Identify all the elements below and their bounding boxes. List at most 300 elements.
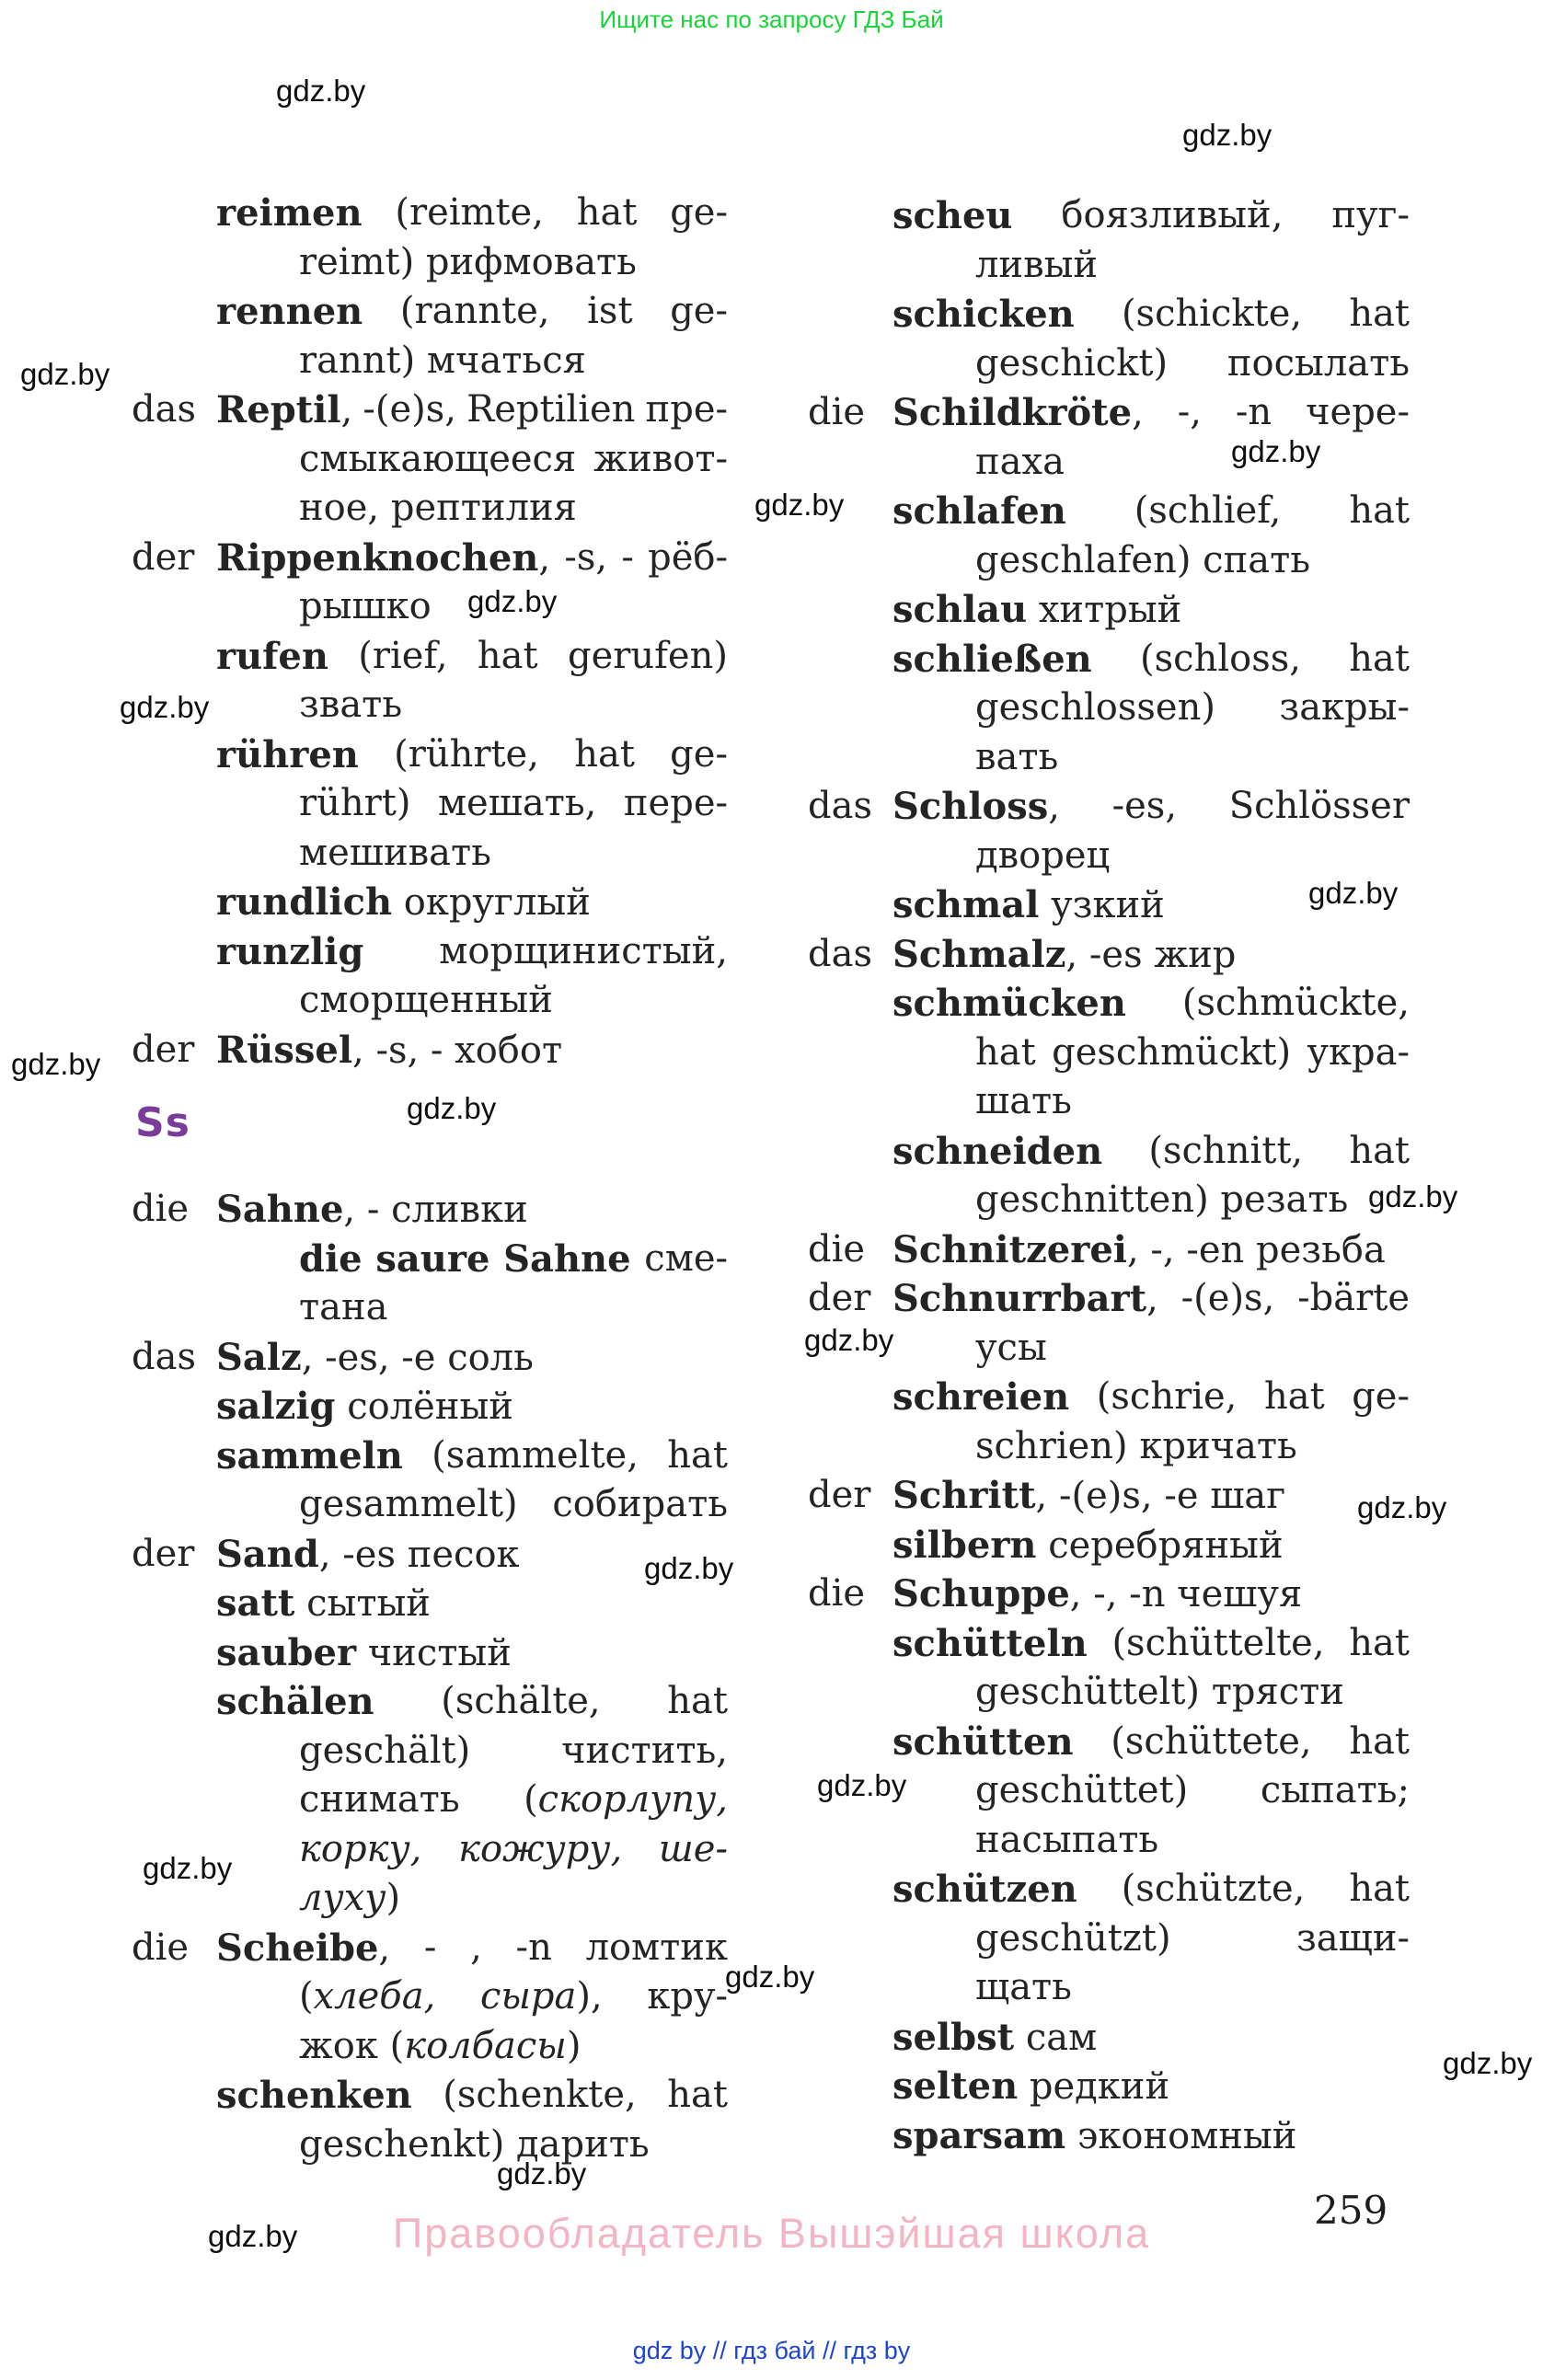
entry-text: паха [975, 440, 1065, 483]
entry-word [1134, 487, 1282, 536]
entry-word [670, 730, 728, 780]
dictionary-line [892, 1816, 1410, 1866]
entry-word [478, 632, 538, 682]
footer-link[interactable]: гдз by [843, 2337, 911, 2364]
entry-word [892, 1718, 1074, 1767]
entry-text: узкий [1039, 884, 1165, 926]
headword-text: schälen [216, 1680, 374, 1723]
entry-word [470, 1924, 482, 1973]
entry-text: (schälte, [441, 1680, 601, 1722]
article-label: das [808, 785, 872, 827]
entry-text: hat [477, 634, 538, 677]
entry-text: hat [1349, 1129, 1410, 1172]
entry-text: rührt) [299, 782, 411, 824]
entry-word [441, 1677, 600, 1727]
dictionary-line [216, 1776, 728, 1825]
dictionary-line [892, 1422, 1410, 1472]
entry-text: hat [1263, 1375, 1325, 1418]
entry-word [466, 385, 635, 435]
entry-text: hat [1349, 1719, 1410, 1763]
headword-text: Sand [216, 1532, 319, 1576]
dictionary-line [892, 438, 1410, 488]
entry-text: , [378, 1926, 391, 1970]
dictionary-line [132, 1026, 728, 1075]
article-label: der [808, 1277, 871, 1319]
entry-text: gesammelt) [299, 1483, 518, 1525]
entry-text: -n [1235, 391, 1272, 433]
page-number: 259 [1314, 2188, 1388, 2233]
entry-word [892, 1373, 1069, 1422]
entry-word [586, 1924, 728, 1973]
footer-link[interactable]: gdz by [632, 2337, 707, 2364]
gdz-watermark: gdz.by [120, 690, 210, 724]
entry-word [1349, 1619, 1410, 1669]
headword-text: Sahne [503, 1236, 631, 1281]
entry-text: ) [386, 1877, 401, 1919]
gdz-watermark: gdz.by [754, 488, 845, 522]
entry-word [892, 1619, 1088, 1669]
article-label: der [132, 535, 195, 579]
entry-word [975, 1029, 1036, 1078]
headword-text: Schnurrbart [892, 1277, 1147, 1320]
gdz-watermark: gdz.by [467, 584, 558, 618]
entry-text: рышко [299, 585, 432, 627]
entry-word [1227, 339, 1410, 389]
dictionary-line [892, 1127, 1410, 1177]
gdz-watermark: gdz.by [276, 74, 366, 108]
headword-text: Schuppe [892, 1572, 1070, 1615]
headword-text: Salz [216, 1335, 302, 1379]
entry-word [667, 1677, 728, 1727]
italic-translation-text: колбасы [404, 2024, 567, 2067]
headword-text: schützen [892, 1868, 1077, 1911]
headword-text: schicken [892, 293, 1075, 336]
entry-word [1111, 1619, 1324, 1669]
entry-word [564, 534, 607, 583]
dictionary-line [892, 733, 1410, 783]
gdz-watermark: gdz.by [143, 1851, 233, 1885]
entry-text: geschüttet) [975, 1769, 1189, 1811]
entry-word [577, 189, 638, 238]
dictionary-line [892, 339, 1410, 389]
headword-text: schneiden [892, 1129, 1103, 1173]
headword-text: sauber [216, 1630, 357, 1674]
headword-text: Schritt [892, 1474, 1036, 1517]
entry-word [216, 632, 328, 682]
italic-translation-text: хлеба, [313, 1975, 436, 2018]
headword-text: Schloss [892, 785, 1049, 828]
headword-text: saure [375, 1236, 490, 1281]
entry-text: чистить, [561, 1729, 728, 1772]
entry-text: (sammelte, [432, 1433, 639, 1477]
dictionary-line [216, 1628, 728, 1678]
entry-word [892, 979, 1126, 1029]
gdz-watermark: gdz.by [1182, 118, 1272, 152]
entry-word [975, 1766, 1188, 1816]
entry-text: geschnitten) резать [975, 1179, 1349, 1221]
italic-translation-text: луху [299, 1877, 386, 1919]
italic-translation-text: корку, [299, 1827, 422, 1870]
entry-text: морщинистый, [439, 929, 728, 972]
entry-text: закры- [1279, 686, 1410, 729]
entry-word [1264, 1373, 1325, 1422]
entry-word [299, 435, 576, 485]
entry-word [516, 1924, 552, 1973]
entry-word [216, 730, 359, 780]
entry-text: шать [975, 1080, 1072, 1122]
entry-word [1140, 635, 1301, 684]
entry-word [1349, 1865, 1410, 1914]
article-label: die [132, 1188, 190, 1230]
headword-text: rufen [216, 634, 328, 678]
entry-word [624, 779, 728, 829]
dictionary-line [892, 1963, 1410, 2013]
gdz-watermark: gdz.by [804, 1323, 894, 1357]
entry-text: ge- [670, 191, 728, 234]
article-label: der [132, 1028, 195, 1071]
entry-word [299, 1776, 460, 1825]
article-label: die [132, 1926, 190, 1969]
entry-word [299, 1972, 435, 2022]
entry-text: hat [975, 1030, 1036, 1074]
entry-text: сыпать; [1260, 1769, 1410, 1811]
entry-word [659, 1825, 728, 1875]
entry-word [216, 2071, 412, 2121]
italic-translation-text: кожуру, [458, 1827, 623, 1870]
entry-text: ) [566, 2024, 582, 2067]
entry-text: - [621, 535, 634, 579]
dictionary-line [892, 1521, 1410, 1570]
promo-header: Ищите нас по запросу ГДЗ Бай [599, 6, 944, 33]
headword-text: scheu [892, 194, 1013, 237]
entry-word [1349, 635, 1410, 684]
dictionary-line [216, 829, 728, 879]
headword-text: reimen [216, 191, 363, 235]
entry-text: hat [1349, 637, 1410, 680]
entry-word [438, 779, 596, 829]
headword-text: silbern [892, 1523, 1037, 1567]
entry-word [1261, 1766, 1410, 1816]
entry-text: rannt) мчаться [299, 339, 586, 382]
dictionary-line [216, 1480, 728, 1530]
gdz-watermark: gdz.by [20, 357, 110, 391]
entry-word [1122, 290, 1302, 339]
entry-word [646, 385, 728, 435]
entry-text: hat [1349, 489, 1410, 532]
entry-text: geschickt) [975, 341, 1169, 385]
entry-word [1182, 979, 1410, 1029]
entry-text: (rannte, [399, 290, 550, 332]
entry-word [892, 1865, 1077, 1914]
entry-word [621, 534, 634, 583]
entry-word [216, 385, 352, 435]
entry-text: чере- [1306, 391, 1410, 433]
dictionary-line [216, 2071, 728, 2121]
entry-word [1052, 1029, 1291, 1078]
entry-text: geschält) [299, 1729, 471, 1772]
gdz-watermark: gdz.by [817, 1768, 907, 1802]
entry-text: , -, -en резьба [1126, 1228, 1386, 1271]
entry-word [1111, 1718, 1311, 1767]
entry-text: редкий [1018, 2065, 1170, 2108]
dictionary-line [892, 1668, 1410, 1718]
entry-word [375, 1235, 489, 1284]
dictionary-line [132, 1530, 728, 1580]
entry-text: солёный [335, 1385, 513, 1428]
entry-text: хитрый [1027, 589, 1182, 631]
entry-word [1349, 1718, 1410, 1767]
entry-word [1296, 1914, 1410, 1964]
headword-text: die [299, 1236, 363, 1281]
entry-word [670, 189, 728, 238]
headword-text: sammeln [216, 1433, 403, 1477]
headword-text: rundlich [216, 880, 393, 924]
entry-word [1178, 388, 1202, 438]
entry-text: щать [975, 1966, 1072, 2008]
entry-word [503, 1235, 630, 1284]
entry-word [644, 1235, 728, 1284]
gdz-watermark: gdz.by [725, 1960, 815, 1994]
entry-word [216, 189, 363, 238]
entry-text: жок ( [299, 2024, 405, 2067]
dictionary-line [892, 1029, 1410, 1078]
entry-text: ное, рептилия [299, 487, 577, 529]
entry-text: geschüttelt) трясти [975, 1671, 1344, 1713]
dictionary-line [808, 930, 1410, 980]
entry-text: (schickte, [1121, 293, 1303, 335]
gdz-watermark: gdz.by [11, 1047, 101, 1081]
entry-word [394, 730, 539, 780]
dictionary-line [808, 782, 1410, 832]
entry-text: , [340, 389, 353, 431]
entry-text: hat [574, 732, 635, 776]
entry-text: рёб- [648, 535, 728, 579]
entry-word [299, 1480, 518, 1530]
gdz-watermark: gdz.by [644, 1551, 734, 1585]
article-label: die [808, 1572, 866, 1615]
entry-word [480, 1972, 603, 2022]
entry-text: сам [1014, 2016, 1098, 2059]
entry-word [432, 1431, 639, 1481]
entry-text: (schüttete, [1111, 1719, 1312, 1763]
entry-text: собирать [552, 1483, 728, 1525]
entry-text: дворец [975, 834, 1111, 877]
headword-text: Schildkröte [892, 391, 1133, 434]
entry-word [363, 385, 456, 435]
dictionary-line [216, 1825, 728, 1875]
dictionary-line [216, 238, 728, 288]
entry-text: (schenkte, [443, 2074, 637, 2116]
entry-text: укра- [1307, 1030, 1410, 1074]
dictionary-line [216, 337, 728, 386]
entry-text: экономный [1065, 2114, 1297, 2157]
dictionary-line [132, 1185, 728, 1235]
entry-word [1297, 1274, 1410, 1324]
dictionary-line [892, 241, 1410, 291]
entry-text: ( [524, 1778, 538, 1821]
gdz-watermark: gdz.by [1443, 2046, 1533, 2080]
entry-word [443, 2071, 636, 2121]
article-label: der [808, 1474, 871, 1516]
gdz-watermark: gdz.by [208, 2219, 298, 2253]
headword-text: schmücken [892, 982, 1126, 1025]
dictionary-line [892, 979, 1410, 1029]
dictionary-line [216, 287, 728, 337]
dictionary-line [892, 536, 1410, 586]
entry-word [395, 189, 544, 238]
dictionary-line [216, 1382, 728, 1431]
entry-word [892, 487, 1066, 536]
dictionary-line [808, 1274, 1410, 1324]
entry-text: звать [299, 684, 403, 726]
entry-text: насыпать [975, 1818, 1159, 1861]
dictionary-line [892, 1718, 1410, 1767]
entry-word [1349, 1127, 1410, 1177]
dictionary-line [892, 1766, 1410, 1816]
dictionary-line [892, 290, 1410, 339]
entry-text: schrien) кричать [975, 1424, 1297, 1467]
entry-word [458, 1825, 622, 1875]
entry-text: hat [1349, 293, 1410, 335]
gdz-watermark: gdz.by [1308, 876, 1399, 910]
dictionary-line [216, 1727, 728, 1776]
headword-text: selbst [892, 2015, 1015, 2059]
entry-word [648, 534, 728, 583]
entry-text: (rührte, [394, 732, 539, 776]
dictionary-line [132, 385, 728, 435]
footer-link[interactable]: гдз бай [733, 2337, 816, 2364]
headword-text: schlafen [892, 489, 1066, 533]
dictionary-line [216, 1874, 728, 1924]
dictionary-line [216, 681, 728, 730]
entry-text: ge- [670, 732, 728, 776]
dictionary-line [892, 1865, 1410, 1914]
entry-word [647, 1972, 728, 2022]
headword-text: schlau [892, 588, 1028, 631]
entry-text: ( [299, 1975, 314, 2018]
entry-text: -es, [1111, 785, 1178, 827]
headword-text: Reptil [216, 388, 341, 431]
dictionary-line [216, 484, 728, 534]
entry-word [424, 1924, 437, 1973]
entry-word [593, 435, 728, 485]
italic-translation-text: ше- [658, 1827, 728, 1870]
dictionary-line [808, 388, 1410, 438]
entry-text: (schmückte, [1181, 982, 1410, 1024]
entry-word [1331, 191, 1410, 241]
entry-text: усы [975, 1326, 1047, 1369]
entry-text: -n [515, 1926, 552, 1969]
dictionary-line [892, 487, 1410, 536]
headword-text: schließen [892, 637, 1092, 681]
gdz-watermark: gdz.by [497, 2156, 587, 2190]
headword-text: schütteln [892, 1621, 1088, 1665]
entry-text: (schloss, [1140, 637, 1301, 680]
dictionary-line [892, 832, 1410, 881]
headword-text: rühren [216, 732, 359, 776]
entry-word [216, 927, 363, 977]
entry-word [1307, 1029, 1410, 1078]
entry-word [670, 287, 728, 337]
entry-text: ломтик [585, 1926, 728, 1969]
entry-word [975, 339, 1168, 389]
entry-word [1349, 487, 1410, 536]
dictionary-line [892, 635, 1410, 684]
entry-text: , -(e)s, -e шаг [1035, 1475, 1286, 1517]
dictionary-line [216, 1431, 728, 1481]
headword-text: runzlig [216, 929, 364, 973]
gdz-watermark: gdz.by [1357, 1490, 1447, 1524]
entry-word [216, 1431, 403, 1481]
entry-text: Schlösser [1228, 785, 1410, 827]
entry-word [1352, 1373, 1410, 1422]
section-heading-ss: Ss [135, 1099, 190, 1146]
dictionary-line [808, 1569, 1410, 1619]
dictionary-line [216, 730, 728, 780]
dictionary-line [892, 191, 1410, 241]
entry-word [216, 1677, 374, 1727]
entry-word [1349, 290, 1410, 339]
entry-text: вать [975, 735, 1059, 778]
entry-word [892, 290, 1075, 339]
entry-text: -s, [564, 535, 608, 579]
entry-word [1306, 388, 1410, 438]
entry-word [524, 1776, 728, 1825]
entry-word [667, 2071, 728, 2121]
dictionary-line [216, 927, 728, 977]
headword-text: schütten [892, 1719, 1074, 1764]
entry-text: hat [1349, 1621, 1410, 1664]
entry-word [892, 191, 1013, 241]
headword-text: selten [892, 2064, 1019, 2108]
dictionary-line [216, 1677, 728, 1727]
entry-text: Reptilien [466, 388, 636, 431]
dictionary-line [892, 1914, 1410, 1964]
dictionary-line [216, 435, 728, 485]
entry-word [216, 534, 550, 583]
entry-word [400, 287, 550, 337]
dictionary-line [216, 632, 728, 682]
entry-text: geschützt) [975, 1916, 1171, 1960]
entry-text: , [538, 536, 551, 580]
article-label: das [132, 1335, 196, 1378]
headword-text: Sahne [216, 1188, 344, 1231]
entry-word [358, 632, 447, 682]
entry-text: geschlafen) спать [975, 538, 1310, 581]
entry-text: -(e)s, [363, 388, 457, 431]
entry-text: , -s, - хобот [352, 1029, 563, 1072]
entry-text: пере- [623, 782, 728, 824]
headword-text: schreien [892, 1375, 1070, 1419]
dictionary-line [892, 684, 1410, 733]
entry-word [299, 1235, 363, 1284]
dictionary-line [808, 1225, 1410, 1275]
entry-text: мешивать [299, 831, 491, 874]
article-label: das [132, 388, 196, 431]
entry-text: hat [576, 191, 638, 234]
entry-text: (reimte, [395, 191, 544, 234]
headword-text: Schnitzerei [892, 1227, 1127, 1271]
dictionary-line [808, 1471, 1410, 1521]
entry-text: (schnitt, [1148, 1129, 1304, 1172]
headword-text: Rippenknochen [216, 535, 539, 580]
entry-text: , [1132, 392, 1144, 434]
dictionary-line [216, 2121, 728, 2170]
entry-text: серебряный [1036, 1523, 1284, 1567]
entry-word [1112, 782, 1177, 832]
entry-word [892, 1127, 1102, 1177]
entry-text: живот- [593, 437, 728, 480]
